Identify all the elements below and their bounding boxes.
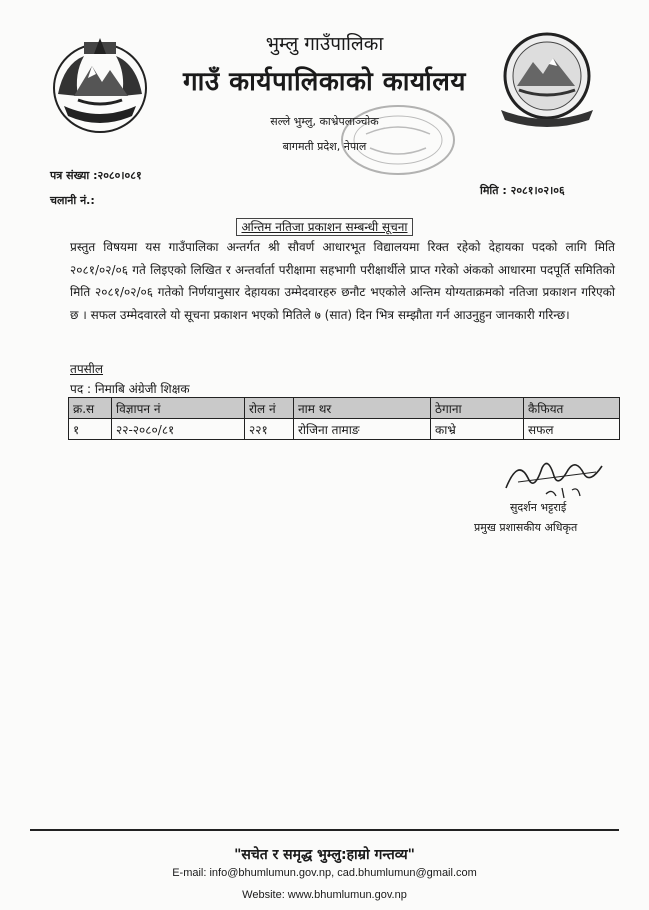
notice-body: प्रस्तुत विषयमा यस गाउँपालिका अन्तर्गत श्री सौवर्ण आधारभूत विद्यालयमा रिक्त रहेको देहायका पदको लागि मिति २०८१/०२/०६ गते लिइएको लिखित र अन्तर्वार्ता परीक्षामा सहभागी परीक्षार्थीले प्राप्त गरेको अंकको आधारमा पदपूर्ति समितिको मिति २०८१/०२/०६ गतेको निर्णयानुसार देहायका उम्मेदवारहरु छनौट भएकोले अन्तिम योग्यताक्रमको नतिजा प्रकाशन गरिएको छ । सफल उम्मेदवारले यो सूचना प्रकाशन भएको मितिले ७ (सात) दिन भित्र सम्झौता गर्न आउनुहुन जानकारी गरिन्छ। bbox=[70, 240, 615, 322]
post-name: पद : निमाबि अंग्रेजी शिक्षक bbox=[70, 382, 190, 396]
municipality-name: भुम्लु गाउँपालिका bbox=[265, 33, 384, 55]
letter-date: मिति : २०८१।०२।०६ bbox=[480, 184, 565, 197]
reference-number: पत्र संख्या :२०८०।०८१ bbox=[50, 169, 142, 182]
office-title: गाउँ कार्यपालिकाको कार्यालय bbox=[183, 67, 466, 97]
signatory-title: प्रमुख प्रशासकीय अधिकृत bbox=[474, 521, 578, 534]
col-serial: क्र.स bbox=[69, 398, 112, 419]
footer-divider bbox=[30, 829, 619, 831]
footer-motto: "सचेत र समृद्ध भुम्लु:हाम्रो गन्तव्य" bbox=[234, 847, 415, 863]
col-address: ठेगाना bbox=[431, 398, 524, 419]
cell-serial: १ bbox=[69, 419, 112, 440]
col-remarks: कैफियत bbox=[524, 398, 620, 419]
cell-roll-no: २२१ bbox=[245, 419, 294, 440]
address-line-1: सल्ले भुम्लु, काभ्रेपलाञ्चोक bbox=[270, 115, 379, 128]
details-label: तपसील bbox=[70, 362, 104, 376]
cell-name: रोजिना तामाङ bbox=[294, 419, 431, 440]
handwritten-signature bbox=[498, 448, 618, 508]
signatory-name: सुदर्शन भट्टराई bbox=[510, 501, 567, 514]
table-row bbox=[69, 419, 620, 440]
address-line-2: बागमती प्रदेश, नेपाल bbox=[282, 140, 367, 153]
notice-subject-text: अन्तिम नतिजा प्रकाशन सम्बन्धी सूचना bbox=[236, 218, 412, 236]
col-advertisement-no: विज्ञापन नं bbox=[112, 398, 245, 419]
col-roll-no: रोल नं bbox=[245, 398, 294, 419]
cell-address: काभ्रे bbox=[431, 419, 524, 440]
cell-advertisement-no: २२-२०८०/८१ bbox=[112, 419, 245, 440]
dispatch-number: चलानी नं.: bbox=[50, 194, 95, 207]
footer-website: Website: www.bhumlumun.gov.np bbox=[242, 889, 407, 901]
result-table bbox=[68, 397, 620, 440]
notice-subject bbox=[0, 218, 649, 235]
table-header-row bbox=[69, 398, 620, 419]
cell-remarks: सफल bbox=[524, 419, 620, 440]
footer-email: E-mail: info@bhumlumun.gov.np, cad.bhumlumun@gmail.com bbox=[172, 867, 477, 879]
col-name: नाम थर bbox=[294, 398, 431, 419]
